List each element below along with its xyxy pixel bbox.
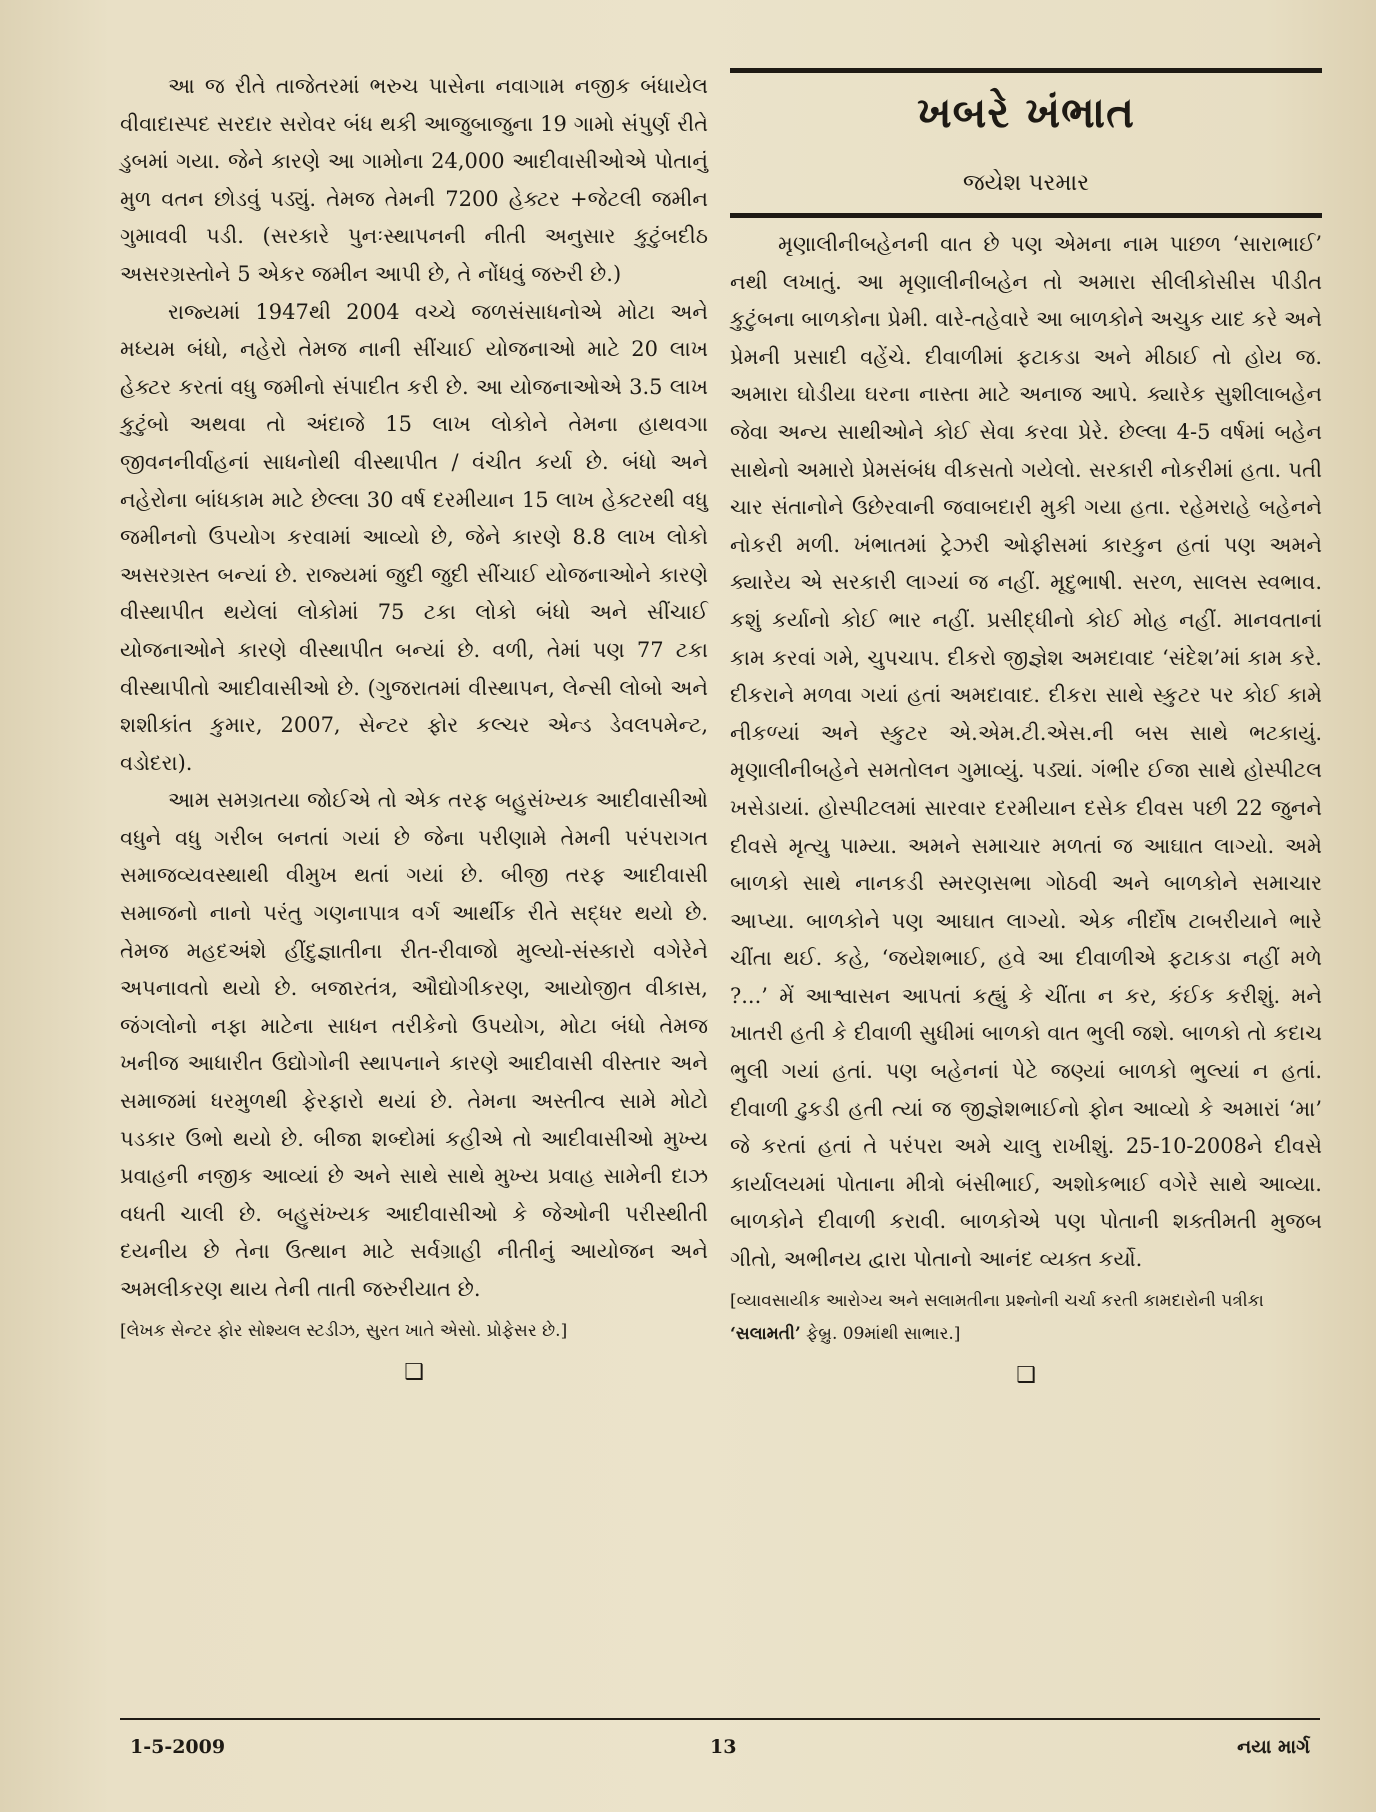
left-paragraph-1: આ જ રીતે તાજેતરમાં ભરુચ પાસેના નવાગામ નજીક બંધાયેલ વીવાદાસ્પદ સરદાર સરોવર બંધ થકી આજુબાજુના 19 ગામો સંપુર્ણ રીતે ડુબમાં ગયા. જેને કારણે આ ગામોના 24,000 આદીવાસીઓએ પોતાનું મુળ વતન છોડવું પડ્યું. તેમજ તેમની 7200 હેક્ટર +જેટલી જમીન ગુમાવવી પડી. (સરકારે પુનઃસ્થાપનની નીતી અનુસાર કુટુંબદીઠ અસરગ્રસ્તોને 5 એકર જમીન આપી છે, તે નોંધવું જરુરી છે.) xyxy=(120,74,708,286)
source-note-publication: ‘સલામતી’ xyxy=(730,1323,801,1344)
end-mark-icon: ❑ xyxy=(404,1359,424,1385)
page-number: 13 xyxy=(710,1736,737,1758)
issue-date: 1-5-2009 xyxy=(130,1736,226,1758)
left-paragraph-3: આમ સમગ્રતયા જોઈએ તો એક તરફ બહુસંખ્યક આદીવાસીઓ વધુને વધુ ગરીબ બનતાં ગયાં છે જેના પરીણામે તેમની પરંપરાગત સમાજવ્યવસ્થાથી વીમુખ થતાં ગયાં છે. બીજી તરફ આદીવાસી સમાજનો નાનો પરંતુ ગણનાપાત્ર વર્ગ આર્થીક રીતે સદ્ધર થયો છે. તેમજ મહદઅંશે હીંદુજ્ઞાતીના રીત-રીવાજો મુલ્યો-સંસ્કારો વગેરેને અપનાવતો થયો છે. બજારતંત્ર, ઔદ્યોગીકરણ, આયોજીત વીકાસ, જંગલોનો નફા માટેના સાધન તરીકેનો ઉપયોગ, મોટા બંધો તેમજ ખનીજ આધારીત ઉદ્યોગોની સ્થાપનાને કારણે આદીવાસી વીસ્તાર અને સમાજમાં ધરમુળથી ફેરફારો થયાં છે. તેમના અસ્તીત્વ સામે મોટો પડકાર ઉભો થયો છે. બીજા શબ્દોમાં કહીએ તો આદીવાસીઓ મુખ્ય પ્રવાહની નજીક આવ્યાં છે અને સાથે સાથે મુખ્ય પ્રવાહ સામેની દાઝ વધતી ચાલી છે. બહુસંખ્યક આદીવાસીઓ કે જેઓની પરીસ્થીતી દયનીય છે તેના ઉત્થાન માટે સર્વગ્રાહી નીતીનું આયોજન અને અમલીકરણ થાય તેની તાતી જરુરીયાત છે. xyxy=(120,788,708,1301)
right-article-body: મૃણાલીનીબહેનની વાત છે પણ એમના નામ પાછળ ‘સારાભાઈ’ નથી લખાતું. આ મૃણાલીનીબહેન તો અમારા સીલીકોસીસ પીડીત કુટુંબના બાળકોના પ્રેમી. વારે-તહેવારે આ બાળકોને અચુક યાદ કરે અને પ્રેમની પ્રસાદી વહેંચે. દીવાળીમાં ફટાકડા અને મીઠાઈ તો હોય જ. અમારા ઘોડીયા ઘરના નાસ્તા માટે અનાજ આપે. ક્યારેક સુશીલાબહેન જેવા અન્ય સાથીઓને કોઈ સેવા કરવા પ્રેરે. છેલ્લા 4-5 વર્ષમાં બહેન સાથેનો અમારો પ્રેમસંબંધ વીકસતો ગયેલો. સરકારી નોકરીમાં હતા. પતી ચાર સંતાનોને ઉછેરવાની જવાબદારી મુકી ગયા હતા. રહેમરાહે બહેનને નોકરી મળી. ખંભાતમાં ટ્રેઝરી ઓફીસમાં કારકુન હતાં પણ અમને ક્યારેય એ સરકારી લાગ્યાં જ નહીં. મૃદુભાષી. સરળ, સાલસ સ્વભાવ. કશું કર્યાનો કોઈ ભાર નહીં. પ્રસીદ્ધીનો કોઈ મોહ નહીં. માનવતાનાં કામ કરવાં ગમે, ચુપચાપ. દીકરો જીજ્ઞેશ અમદાવાદ ‘સંદેશ’માં કામ કરે. દીકરાને મળવા ગયાં હતાં અમદાવાદ. દીકરા સાથે સ્કુટર પર કોઈ કામે નીકળ્યાં અને સ્કુટર એ.એમ.ટી.એસ.ની બસ સાથે ભટકાયું. મૃણાલીનીબહેને સમતોલન ગુમાવ્યું. પડ્યાં. ગંભીર ઈજા સાથે હોસ્પીટલ ખસેડાયાં. હોસ્પીટલમાં સારવાર દરમીયાન દસેક દીવસ પછી 22 જુનને દીવસે મૃત્યુ પામ્યા. અમને સમાચાર મળતાં જ આઘાત લાગ્યો. અમે બાળકો સાથે નાનકડી સ્મરણસભા ગોઠવી અને બાળકોને સમાચાર આપ્યા. બાળકોને પણ આઘાત લાગ્યો. એક નીર્દોષ ટાબરીયાને ભારે ચીંતા થઈ. કહે, ‘જયેશભાઈ, હવે આ દીવાળીએ ફટાકડા નહીં મળે ?...’ મેં આશ્વાસન આપતાં કહ્યું કે ચીંતા ન કર, કંઈક કરીશું. મને ખાતરી હતી કે દીવાળી સુધીમાં બાળકો વાત ભુલી જશે. બાળકો તો કદાચ ભુલી ગયાં હતાં. પણ બહેનનાં પેટે જણ્યાં બાળકો ભુલ્યાં ન હતાં. દીવાળી ઢુકડી હતી ત્યાં જ જીજ્ઞેશભાઈનો ફોન આવ્યો કે અમારાં ‘મા’ જે કરતાં હતાં તે પરંપરા અમે ચાલુ રાખીશું. 25-10-2008ને દીવસે કાર્યાલયમાં પોતાના મીત્રો બંસીભાઈ, અશોકભાઈ વગેરે સાથે આવ્યા. બાળકોને દીવાળી કરાવી. બાળકોએ પણ પોતાની શક્તીમતી મુજબ ગીતો, અભીનય દ્વારા પોતાનો આનંદ વ્યક્ત કર્યો. xyxy=(730,232,1322,1272)
end-mark-icon: ❑ xyxy=(1016,1362,1036,1388)
left-paragraph-2: રાજ્યમાં 1947થી 2004 વચ્ચે જળસંસાધનોએ મોટા અને મધ્યમ બંધો, નહેરો તેમજ નાની સીંચાઈ યોજનાઓ માટે 20 લાખ હેક્ટર કરતાં વધુ જમીનો સંપાદીત કરી છે. આ યોજનાઓએ 3.5 લાખ કુટુંબો અથવા તો અંદાજે 15 લાખ લોકોને તેમના હાથવગા જીવનનીર્વાહનાં સાધનોથી વીસ્થાપીત / વંચીત કર્યા છે. બંધો અને નહેરોના બાંધકામ માટે છેલ્લા 30 વર્ષ દરમીયાન 15 લાખ હેક્ટરથી વધુ જમીનનો ઉપયોગ કરવામાં આવ્યો છે, જેને કારણે 8.8 લાખ લોકો અસરગ્રસ્ત બન્યાં છે. રાજ્યમાં જુદી જુદી સીંચાઈ યોજનાઓને કારણે વીસ્થાપીત થયેલાં લોકોમાં 75 ટકા લોકો બંધો અને સીંચાઈ યોજનાઓને કારણે વીસ્થાપીત બન્યાં છે. વળી, તેમાં પણ 77 ટકા વીસ્થાપીતો આદીવાસીઓ છે. (ગુજરાતમાં વીસ્થાપન, લેન્સી લોબો અને શશીકાંત કુમાર, 2007, સેન્ટર ફોર કલ્ચર એન્ડ ડેવલપમેન્ટ, વડોદરા). xyxy=(120,299,708,775)
author-note: [લેખક સેન્ટર ફોર સોશ્યલ સ્ટડીઝ, સુરત ખાતે એસો. પ્રોફેસર છે.] xyxy=(120,1320,568,1341)
source-note-suffix: ફેબ્રુ. 09માંથી સાભાર.] xyxy=(800,1323,961,1344)
source-note-prefix: [વ્યાવસાયીક આરોગ્ય અને સલામતીના પ્રશ્નોની ચર્ચા કરતી કામદારોની પત્રીકા xyxy=(730,1290,1264,1311)
right-column xyxy=(730,68,1322,1391)
source-note xyxy=(730,1285,1322,1351)
left-column xyxy=(120,68,708,1388)
author-byline: જયેશ પરમાર xyxy=(962,170,1090,196)
page-footer xyxy=(120,1718,1320,1770)
publication-name: નયા માર્ગ xyxy=(1237,1736,1310,1758)
masthead-bottom-rule xyxy=(730,213,1322,218)
column-masthead: ખબરે ખંભાત xyxy=(917,88,1135,137)
